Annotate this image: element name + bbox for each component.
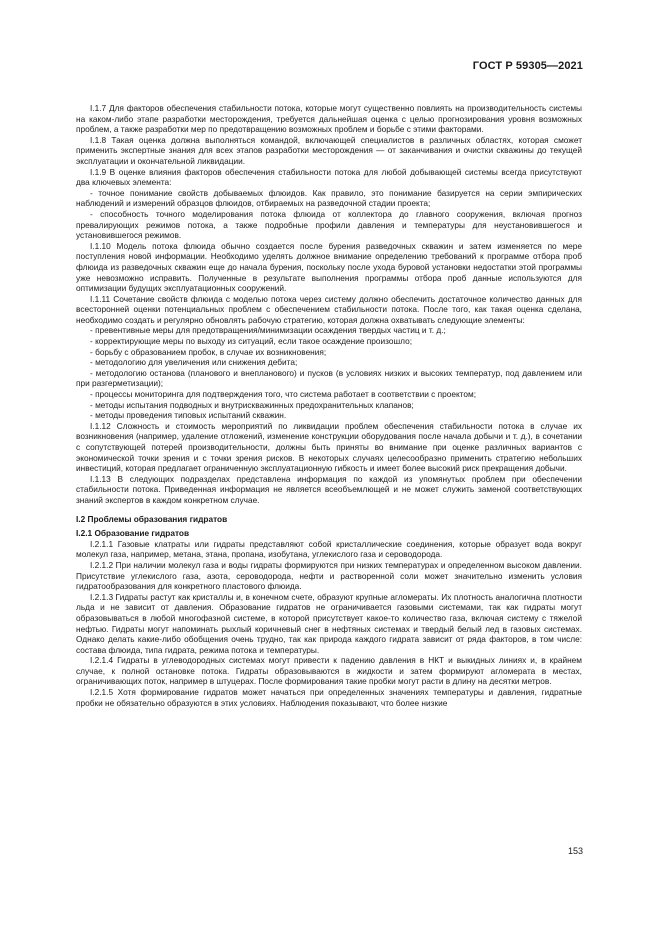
list-item: - борьбу с образованием пробок, в случае их возникновения;: [90, 346, 327, 357]
list-item: - методологию останова (планового и внепланового) и пусков (в условиях низких и высоких температур, под давлением или при разгерметизации);: [76, 367, 582, 389]
paragraph: I.1.8 Такая оценка должна выполняться командой, включающей специалистов в различных областях, которая сможет применить экспертные знания для всех этапов разработки месторождения — от заканчивания и очистки скважины до текущей эксплуатации и окончательной ликвидации.: [76, 134, 582, 166]
list-item: - процессы мониторинга для подтверждения того, что система работает в соответствии с проектом;: [90, 389, 477, 400]
paragraph: I.1.7 Для факторов обеспечения стабильности потока, которые могут существенно повлиять на производительность системы на каком-либо этапе разработки месторождения, требуется дальнейшая оценка с целью прогнозирования уровня возможных проблем, а также разработки мер по предотвращению возможных проблем и борьбе с этими факторами.: [76, 103, 582, 135]
paragraph: I.2.1.5 Хотя формирование гидратов может начаться при определенных значениях температуры и давления, гидратные пробки не обязательно образуются в этих условиях. Наблюдения показывают, что более низкие: [76, 687, 582, 708]
paragraph: I.2.1.2 При наличии молекул газа и воды гидраты формируются при низких температурах и определенном высоком давлении. Присутствие углекислого газа, азота, сероводорода, нефти и растворенной соли может значительно изменить условия гидратообразования для конкретного пластового флюида.: [76, 559, 582, 592]
subsection-heading: I.2.1 Образование гидратов: [76, 528, 190, 539]
paragraph: I.1.12 Сложность и стоимость мероприятий по ликвидации проблем обеспечения стабильности потока в случае их возникновения (например, удаление отложений, изменение конструкции оборудования после начала добычи и т. д.), в сочетании с сопутствующей потерей производительности, должны быть приняты во внимание при оценке различных вариантов с экономической точки зрения и с точки зрения рисков. В некоторых случаях целесообразно применить стратегию небольших инвестиций, которая предлагает ограниченную эксплуатационную гибкость и имеет более высокий риск прекращения добычи.: [76, 420, 582, 474]
paragraph: I.1.9 В оценке влияния факторов обеспечения стабильности потока для любой добывающей системы всегда присутствуют два ключевых элемента:: [76, 166, 582, 188]
list-item: - методы испытания подводных и внутрискважинных предохранительных клапанов;: [90, 399, 414, 410]
list-item: - методы проведения типовых испытаний скважин.: [90, 410, 287, 421]
document-code-header: ГОСТ Р 59305—2021: [472, 60, 583, 72]
list-item: - методологию для увеличения или снижения дебита;: [90, 357, 298, 368]
list-item: - точное понимание свойств добываемых флюидов. Как правило, это понимание базируется на серии эмпирических наблюдений и измерений образцов флюидов, отбираемых на разведочной стадии проекта;: [76, 187, 582, 209]
list-item: - способность точного моделирования потока флюида от коллектора до главного сооружения, включая прогноз превалирующих режимов потока, а также подробные профили давления и температуры для неустановившегося и установившегося режимов.: [76, 208, 582, 241]
section-heading: I.2 Проблемы образования гидратов: [76, 513, 228, 524]
list-item: - превентивные меры для предотвращения/минимизации осаждения твердых частиц и т. д.;: [90, 325, 446, 336]
paragraph: I.2.1.4 Гидраты в углеводородных системах могут привести к падению давления в НКТ и выкидных линиях и, в крайнем случае, к полной остановке потока. Гидраты образовываются в жидкости и затем формируют агломерата в местах, ограничивающих поток, например в штуцерах. После формирования такие пробки могут расти в длину на десятки метров.: [76, 655, 582, 687]
paragraph: I.2.1.3 Гидраты растут как кристаллы и, в конечном счете, образуют крупные агломераты. Их плотность аналогична плотности льда и не зависит от давления. Образование гидратов не ограничивается газовыми системами, так как гидраты могут образовываться в любой многофазной системе, в которой присутствует какое-то количество газа, включая систему с тяжелой нефтью. Гидраты могут напоминать рыхлый коричневый снег в нефтяных системах и твердый белый лед в газовых системах. Однако делать какие-либо обобщения очень трудно, так как природа каждого гидрата зависит от ряда факторов, в том числе: состава флюида, типа гидрата, режима потока и температуры.: [76, 591, 582, 655]
paragraph: I.2.1.1 Газовые клатраты или гидраты представляют собой кристаллические соединения, которые образует вода вокруг молекул газа, например, метана, этана, пропана, изобутана, углекислого газа и сероводорода.: [76, 538, 582, 560]
document-body: [76, 103, 582, 708]
page-number: 153: [567, 846, 583, 856]
paragraph: I.1.11 Сочетание свойств флюида с моделью потока через систему должно обеспечить достаточное количество данных для всесторонней оценки потенциальных проблем с обеспечением стабильности потока. После того, как такая оценка сделана, необходимо создать и регулярно обновлять рабочую стратегию, которая должна охватывать следующие элементы:: [76, 293, 582, 325]
paragraph: I.1.10 Модель потока флюида обычно создается после бурения разведочных скважин и затем изменяется по мере поступления новой информации. Необходимо уделять должное внимание определению требований к программе отбора проб флюида из разведочных скважин еще до начала бурения, поскольку после ухода буровой установки недостатки этой программы уже невозможно исправить. Полученные в результате выполнения программы отбора проб данные используются для оптимизации будущих эксплуатационных сооружений.: [76, 240, 582, 294]
paragraph: I.1.13 В следующих подразделах представлена информация по каждой из упомянутых проблем при обеспечении стабильности потока. Приведенная информация не является всеобъемлющей и не может служить заменой соответствующих знаний экспертов в каждом конкретном случае.: [76, 473, 582, 505]
list-item: - корректирующие меры по выходу из ситуаций, если такое осаждение произошло;: [90, 336, 412, 347]
